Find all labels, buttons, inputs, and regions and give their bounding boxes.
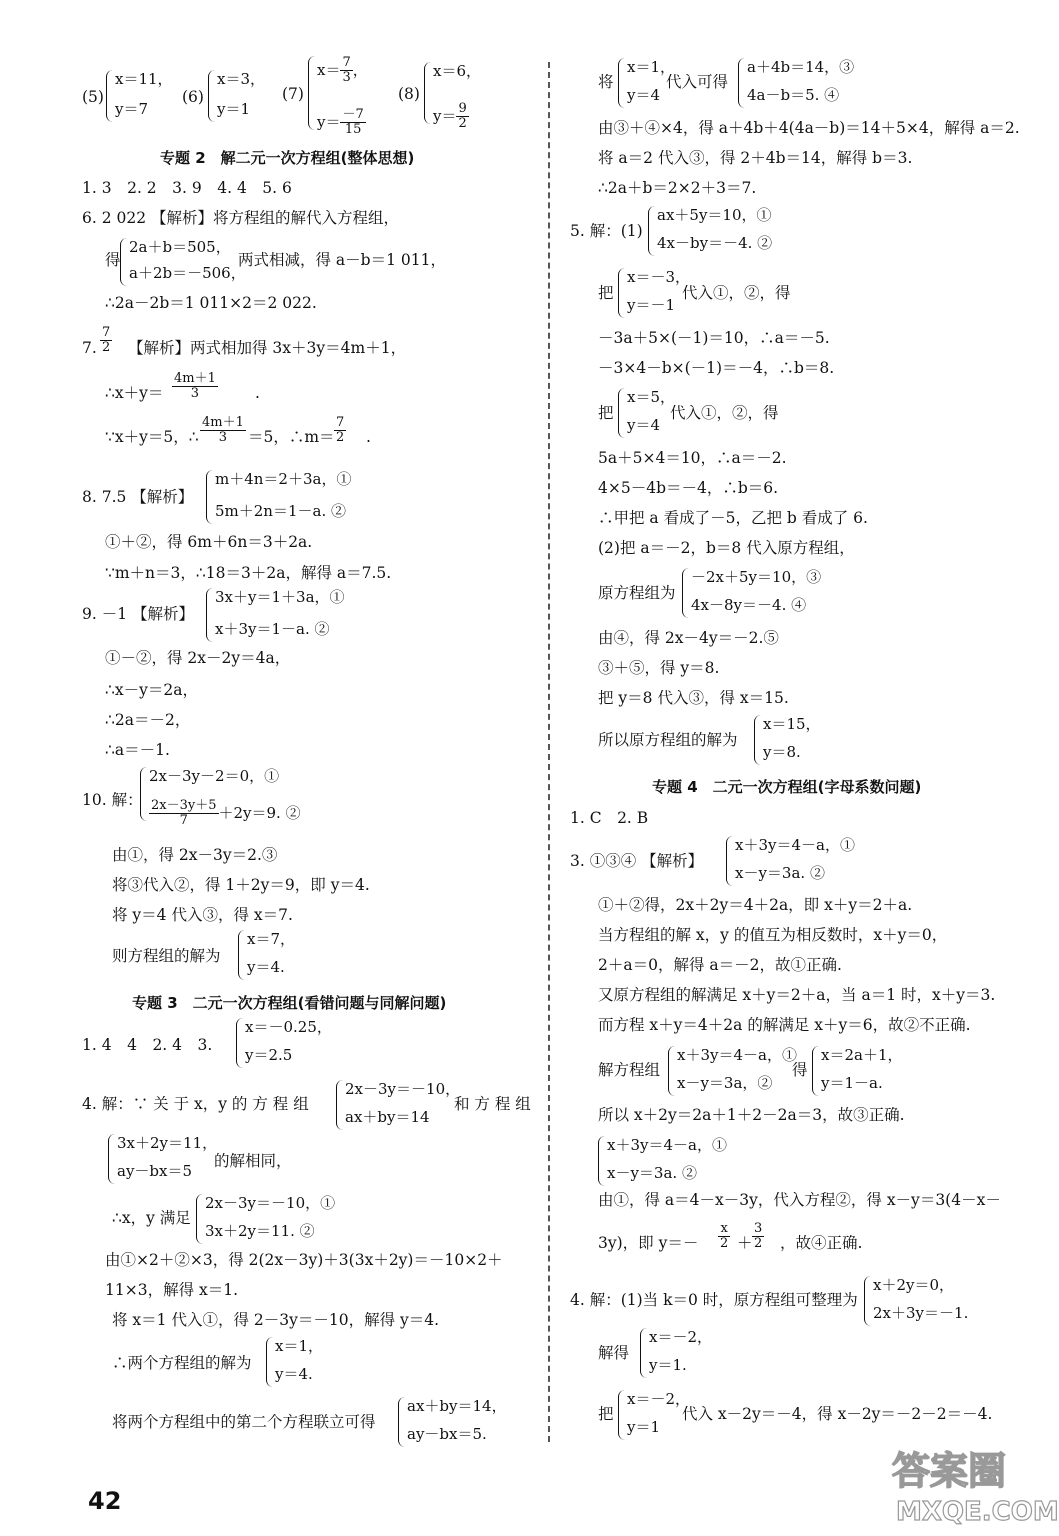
answer-line: 代入 x－2y＝－4，得 x－2y＝－2－2＝－4.	[682, 1405, 993, 1423]
answer-line: 把	[598, 1405, 614, 1423]
system-row: 5m＋2n＝1－a. ②	[215, 502, 346, 520]
system-row: －2x＋5y＝10，③	[691, 568, 822, 586]
answer-line: 的解相同，	[214, 1152, 292, 1170]
system-row: y＝1	[627, 1418, 661, 1436]
brace-icon	[618, 1390, 625, 1440]
system-row: y＝－1	[627, 296, 676, 314]
brace-icon	[812, 1046, 819, 1096]
answer-line: ∴a＝－1.	[105, 741, 170, 759]
brace-icon	[598, 1136, 605, 1186]
answer-line: 得	[105, 251, 121, 269]
system-row: 3x＋2y＝11，	[117, 1134, 218, 1152]
system-row: 2x－3y＝－10，	[345, 1080, 461, 1098]
answer-line: 将 y＝4 代入③，得 x＝7.	[112, 906, 293, 924]
answer-line: 解得	[598, 1344, 630, 1362]
answer-line: 3. ①③④ 【解析】	[570, 852, 704, 870]
system-row: 2a＋b＝505，	[129, 238, 231, 256]
system-row: x＝11，	[115, 70, 173, 88]
brace-icon	[726, 836, 733, 886]
answer-line: ①－②，得 2x－2y＝4a，	[105, 649, 291, 667]
answer-line: 4. 解：∵ 关 于 x，y 的 方 程 组	[82, 1095, 309, 1113]
answer-line: 解方程组	[598, 1061, 661, 1079]
fraction: $\frac{x}{2}$	[720, 1221, 729, 1251]
answer-line: 6. 2 022 【解析】将方程组的解代入方程组，	[82, 209, 400, 227]
brace-icon	[618, 58, 625, 108]
answer-line: 5. 解：(1)	[570, 222, 643, 240]
system-row: y＝1.	[649, 1356, 687, 1374]
system-row: x＝1，	[627, 58, 676, 76]
answer-line: 2＋a＝0，解得 a＝－2，故①正确.	[598, 956, 842, 974]
system-row: 3x＋y＝1＋3a，①	[215, 588, 345, 606]
brace-icon	[398, 1397, 405, 1447]
answer-line: 将 x＝1 代入①，得 2－3y＝－10，解得 y＝4.	[112, 1311, 440, 1329]
system-row: ax＋by＝14，	[407, 1397, 507, 1415]
answer-line: 将 a＝2 代入③，得 2＋4b＝14，解得 b＝3.	[598, 149, 913, 167]
system-row: x＝5，	[627, 388, 676, 406]
system-row: a＋2b＝－506，	[129, 264, 246, 282]
answer-line: 8. 7.5 【解析】	[82, 488, 194, 506]
system-row: ay－bx＝5.	[407, 1425, 487, 1443]
system-row: x＋2y＝0，	[873, 1276, 955, 1294]
brace-icon	[682, 568, 689, 618]
system-row: x＝－2，	[627, 1390, 691, 1408]
answer-line: 代入①，②，得	[670, 404, 779, 422]
system-row: y＝4	[627, 86, 661, 104]
brace-icon	[196, 1194, 203, 1244]
fraction: $\frac{4m+1}{3}$	[174, 371, 216, 401]
system-row: 2x＋3y＝－1.	[873, 1304, 969, 1322]
system-row: x＝－3，	[627, 268, 691, 286]
system-row: y＝4	[627, 416, 661, 434]
system-row: x＝ $\frac{7}{3}$ ，	[317, 55, 368, 85]
answer-line: 由①，得 2x－3y＝2.③	[112, 846, 278, 864]
answer-symbol: .	[366, 428, 371, 446]
answer-line: 又原方程组的解满足 x＋y＝2＋a，当 a＝1 时，x＋y＝3.	[598, 986, 996, 1004]
system-row: ax＋by＝14	[345, 1108, 430, 1126]
answer-line: ∴甲把 a 看成了－5，乙把 b 看成了 6.	[598, 509, 868, 527]
system-row: x＋3y＝4－a，①	[735, 836, 855, 854]
system-label: (6)	[182, 88, 204, 106]
answer-line: ∴2a＝－2，	[105, 711, 191, 729]
system-row: 3x＋2y＝11. ②	[205, 1222, 315, 1240]
system-row: x＝7，	[247, 930, 296, 948]
answer-line: 1. 4 4 2. 4 3.	[82, 1036, 213, 1054]
answer-line: 【解析】两式相加得 3x＋3y＝4m＋1，	[128, 339, 407, 357]
brace-icon	[120, 238, 127, 286]
system-row: x－y＝3a. ②	[735, 864, 825, 882]
brace-icon	[266, 1337, 273, 1387]
answer-line: 由①×2＋②×3，得 2(2x－3y)＋3(3x＋2y)＝－10×2＋	[105, 1251, 503, 1269]
system-row: ax＋5y＝10，①	[657, 206, 772, 224]
answer-line: 10. 解：	[82, 791, 143, 809]
answer-line: 由③＋④×4，得 a＋4b＋4(4a－b)＝14＋5×4，解得 a＝2.	[598, 119, 1020, 137]
section-heading: 专题 3 二元一次方程组(看错问题与同解问题)	[132, 994, 447, 1012]
system-row: a＋4b＝14，③	[747, 58, 855, 76]
brace-icon	[668, 1046, 675, 1096]
system-label: (5)	[82, 88, 104, 106]
answer-line: 1. C 2. B	[570, 809, 649, 827]
answer-line: 得	[792, 1061, 808, 1079]
answer-line: ∴x，y 满足	[112, 1209, 191, 1227]
brace-icon	[108, 1134, 115, 1184]
answer-line: 4×5－4b＝－4，∴b＝6.	[598, 479, 779, 497]
system-row: 2x－3y－2＝0，①	[149, 767, 280, 785]
system-row: y＝7	[115, 100, 149, 118]
system-label: (8)	[398, 85, 420, 103]
answer-line: ①＋②，得 6m＋6n＝3＋2a.	[105, 533, 313, 551]
answer-line: ∴2a＋b＝2×2＋3＝7.	[598, 179, 757, 197]
system-row: x＋3y＝4－a，①	[677, 1046, 797, 1064]
answer-line: ∴两个方程组的解为	[112, 1354, 252, 1372]
system-row: $\frac{2x-3y+5}{7}$ ＋2y＝9. ②	[151, 798, 301, 828]
answer-line: 1. 3 2. 2 3. 9 4. 4 5. 6	[82, 179, 292, 197]
brace-icon	[206, 470, 213, 524]
system-row: y＝ $\frac{9}{2}$	[433, 101, 467, 131]
answer-symbol: .	[255, 384, 260, 402]
brace-icon	[236, 1018, 243, 1068]
system-row: y＝4.	[247, 958, 285, 976]
system-row: y＝4.	[275, 1365, 313, 1383]
answer-line: 代入①，②，得	[682, 284, 791, 302]
brace-icon	[336, 1080, 343, 1130]
system-label: (7)	[282, 85, 304, 103]
answer-line: ③＋⑤，得 y＝8.	[598, 659, 720, 677]
system-row: x＋3y＝4－a，①	[607, 1136, 727, 1154]
system-row: x＝－0.25，	[245, 1018, 332, 1036]
system-row: x＝1，	[275, 1337, 324, 1355]
system-row: y＝8.	[763, 743, 801, 761]
answer-line: 由④，得 2x－4y＝－2.⑤	[598, 629, 779, 647]
answer-line: ∵x＋y＝5，∴	[105, 428, 199, 446]
answer-line: 两式相减，得 a－b＝1 011，	[238, 251, 446, 269]
system-row: 4x－8y＝－4. ④	[691, 596, 807, 614]
fraction: $\frac{3}{2}$	[754, 1221, 763, 1251]
answer-line: ，故④正确.	[780, 1234, 863, 1252]
system-row: x＝15，	[763, 715, 821, 733]
section-heading: 专题 2 解二元一次方程组(整体思想)	[160, 149, 415, 167]
answer-line: 4. 解：(1)当 k＝0 时，原方程组可整理为	[570, 1291, 858, 1309]
svg-text:答案圈: 答案圈	[892, 1449, 1007, 1493]
system-row: x＋3y＝1－a. ②	[215, 620, 330, 638]
brace-icon	[238, 930, 245, 980]
brace-icon	[308, 56, 315, 130]
fraction: $\frac{7}{2}$	[102, 325, 111, 355]
brace-icon	[864, 1276, 871, 1326]
system-row: x－y＝3a，②	[677, 1074, 773, 1092]
answer-line: 由①，得 a＝4－x－3y，代入方程②，得 x－y＝3(4－x－	[598, 1191, 1001, 1209]
answer-line: 当方程组的解 x，y 的值互为相反数时，x＋y＝0，	[598, 926, 948, 944]
brace-icon	[206, 588, 213, 642]
system-row: 4x－by＝－4. ②	[657, 234, 773, 252]
fraction: $\frac{4m+1}{3}$	[202, 415, 244, 445]
system-row: x－y＝3a. ②	[607, 1164, 697, 1182]
brace-icon	[424, 62, 431, 124]
brace-icon	[140, 767, 147, 821]
system-row: 2x－3y＝－10，①	[205, 1194, 336, 1212]
brace-icon	[738, 58, 745, 108]
system-row: x＝3，	[217, 70, 266, 88]
column-divider	[548, 62, 550, 1442]
system-row: y＝2.5	[245, 1046, 293, 1064]
fraction: $\frac{7}{2}$	[336, 415, 345, 445]
system-row: y＝1－a.	[821, 1074, 883, 1092]
system-row: m＋4n＝2＋3a，①	[215, 470, 352, 488]
answer-line: －3a＋5×(－1)＝10，∴a＝－5.	[598, 329, 830, 347]
answer-line: 将两个方程组中的第二个方程联立可得	[112, 1413, 376, 1431]
answer-line: 5a＋5×4＝10，∴a＝－2.	[598, 449, 787, 467]
answer-line: ∴x－y＝2a，	[105, 681, 198, 699]
answer-line: 11×3，解得 x＝1.	[105, 1281, 239, 1299]
answer-line: 将③代入②，得 1＋2y＝9，即 y＝4.	[112, 876, 370, 894]
answer-line: 原方程组为	[598, 584, 676, 602]
brace-icon	[640, 1328, 647, 1378]
answer-line: 代入可得	[666, 73, 729, 91]
answer-line: ①＋②得，2x＋2y＝4＋2a，即 x＋y＝2＋a.	[598, 896, 913, 914]
brace-icon	[618, 388, 625, 438]
system-row: 4a－b＝5. ④	[747, 86, 840, 104]
answer-line: 所以原方程组的解为	[598, 731, 738, 749]
answer-line: (2)把 a＝－2，b＝8 代入原方程组，	[598, 539, 855, 557]
answer-line: 和 方 程 组	[454, 1095, 531, 1113]
answer-line: 7.	[82, 339, 97, 357]
brace-icon	[106, 70, 113, 122]
answer-line: 则方程组的解为	[112, 947, 221, 965]
system-row: x＝6，	[433, 62, 482, 80]
answer-symbol: ＋	[737, 1234, 753, 1252]
answer-line: ＝5，∴m＝	[248, 428, 335, 446]
answer-line: －3×4－b×(－1)＝－4，∴b＝8.	[598, 359, 835, 377]
answer-line: 把	[598, 284, 614, 302]
svg-text:MXQE.COM: MXQE.COM	[896, 1497, 1059, 1527]
answer-line: 把 y＝8 代入③，得 x＝15.	[598, 689, 789, 707]
answer-line: 将	[598, 73, 614, 91]
brace-icon	[648, 206, 655, 256]
page-number: 42	[88, 1487, 122, 1515]
system-row: y＝ $\frac{-7}{15}$	[317, 107, 364, 137]
answer-line: ∵m＋n＝3，∴18＝3＋2a，解得 a＝7.5.	[105, 564, 392, 582]
brace-icon	[208, 70, 215, 122]
brace-icon	[754, 715, 761, 765]
section-heading: 专题 4 二元一次方程组(字母系数问题)	[652, 778, 922, 796]
brace-icon	[618, 268, 625, 318]
answer-line: ∴2a－2b＝1 011×2＝2 022.	[105, 294, 317, 312]
system-row: y＝1	[217, 100, 251, 118]
system-row: ay－bx＝5	[117, 1162, 193, 1180]
system-row: x＝－2，	[649, 1328, 713, 1346]
answer-line: 把	[598, 404, 614, 422]
answer-line: ∴x＋y＝	[105, 384, 164, 402]
answer-line: 而方程 x＋y＝4＋2a 的解满足 x＋y＝6，故②不正确.	[598, 1016, 971, 1034]
answer-line: 3y)，即 y＝－	[598, 1234, 699, 1252]
answer-line: 所以 x＋2y＝2a＋1＋2－2a＝3，故③正确.	[598, 1106, 905, 1124]
system-row: x＝2a＋1，	[821, 1046, 903, 1064]
watermark-logo	[882, 1440, 1059, 1530]
answer-line: 9. －1 【解析】	[82, 605, 195, 623]
